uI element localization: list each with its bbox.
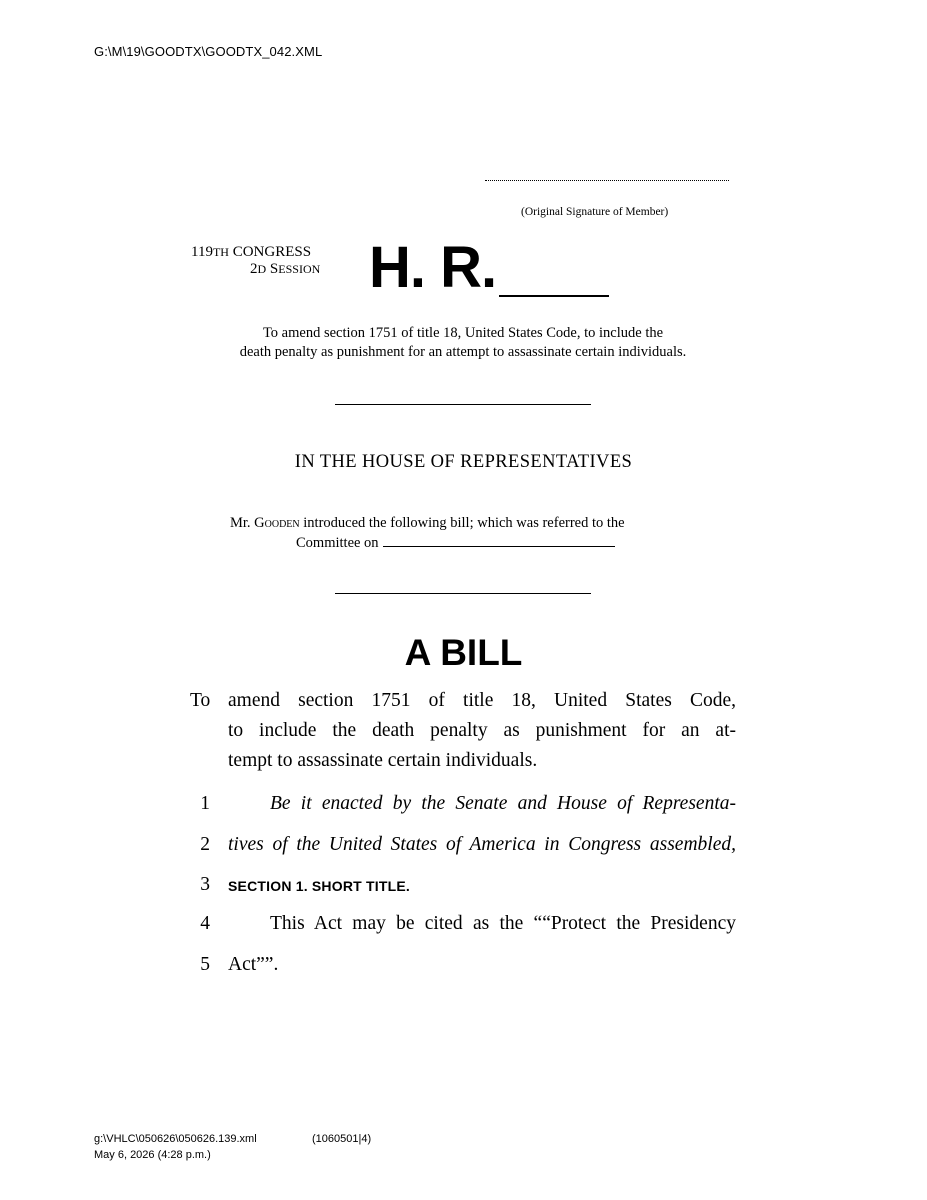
short-title-text-line-1: This Act may be cited as the ““Protect the Presidency <box>270 913 736 934</box>
sponsor-name: Gooden <box>254 515 300 531</box>
divider-bottom <box>335 593 591 594</box>
congress-word: CONGRESS <box>232 244 312 260</box>
session-suffix: D <box>257 262 267 276</box>
bill-designation: H. R. <box>369 235 497 300</box>
long-title-lead: To <box>190 690 211 711</box>
congress-line <box>191 244 343 261</box>
introduction-text: introduced the following bill; which was referred to the <box>303 515 625 531</box>
session-word-first: S <box>269 261 279 277</box>
committee-label: Committee on <box>296 535 379 551</box>
line-number: 5 <box>200 954 210 975</box>
long-title-line-1-text: amend section 1751 of title 18, United States Code, <box>228 690 736 711</box>
footer-doc-code: (1060501|4) <box>312 1133 372 1145</box>
short-description-line-2: death penalty as punishment for an attempt to assassinate certain individuals. <box>239 344 687 360</box>
line-number: 1 <box>200 793 210 814</box>
enacting-clause-line-2: tives of the United States of America in Congress assembled, <box>228 834 736 855</box>
congress-session-block <box>191 244 343 278</box>
signature-line <box>485 180 729 181</box>
chamber-title: IN THE HOUSE OF REPRESENTATIVES <box>294 452 633 472</box>
committee-blank <box>383 534 615 547</box>
enacting-clause-line-1: Be it enacted by the Senate and House of Representa- <box>270 793 736 814</box>
footer-date: May 6, 2026 (4:28 p.m.) <box>94 1149 211 1161</box>
introduction-statement <box>190 513 736 553</box>
short-description <box>180 324 746 362</box>
introduction-line-1 <box>190 513 736 533</box>
footer-file-path: g:\VHLC\050626\050626.139.xml <box>94 1133 257 1145</box>
long-title-line-2: to include the death penalty as punishment for an at- <box>228 720 736 741</box>
file-path-header: G:\M\19\GOODTX\GOODTX_042.XML <box>94 44 323 59</box>
short-description-line-1: To amend section 1751 of title 18, United States Code, to include the <box>262 325 664 341</box>
bill-heading: A BILL <box>404 632 523 673</box>
session-line <box>191 261 343 278</box>
short-title-text-line-2: Act””. <box>228 954 279 975</box>
sponsor-title: Mr. <box>230 515 251 531</box>
line-number: 2 <box>200 834 210 855</box>
divider-top <box>335 404 591 405</box>
line-number: 4 <box>200 913 210 934</box>
long-title <box>190 686 736 776</box>
session-number: 2 <box>250 261 258 277</box>
long-title-line-3: tempt to assassinate certain individuals. <box>228 750 538 771</box>
signature-label: (Original Signature of Member) <box>521 206 669 218</box>
congress-number-suffix: TH <box>212 245 229 259</box>
congress-number: 119 <box>191 244 213 260</box>
introduction-line-2 <box>190 533 736 553</box>
section-heading: SECTION 1. SHORT TITLE. <box>228 878 410 894</box>
bill-number-blank <box>499 295 609 297</box>
line-number: 3 <box>200 874 210 895</box>
session-word-rest: ESSION <box>278 262 321 276</box>
long-title-line-1 <box>190 686 736 716</box>
